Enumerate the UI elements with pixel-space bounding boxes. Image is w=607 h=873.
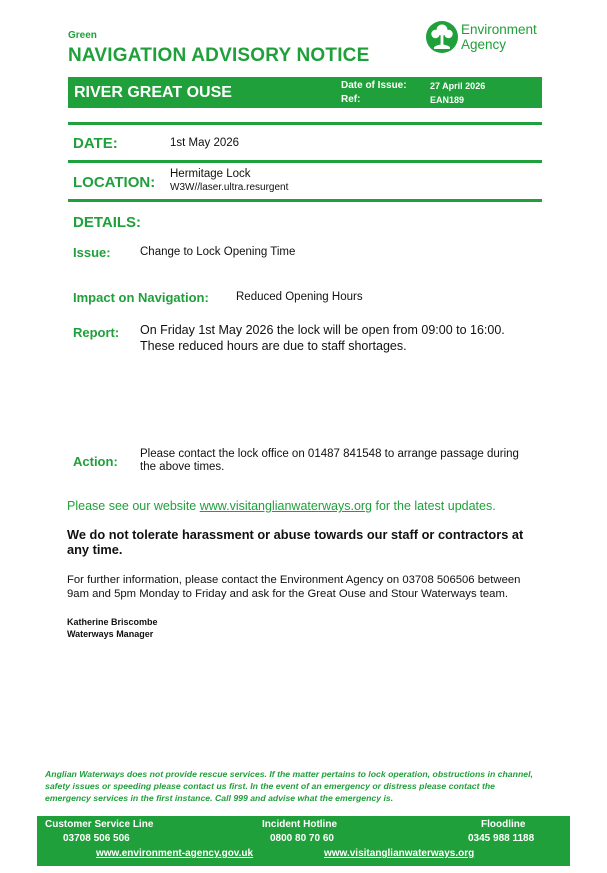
divider xyxy=(68,199,542,202)
disclaimer-line-1: Anglian Waterways does not provide rescue services. If the matter pertains to lock operation, obstructions in channel, xyxy=(45,769,533,779)
further-line-1: For further information, please contact the Environment Agency on 03708 506506 between xyxy=(67,574,521,586)
location-name: Hermitage Lock xyxy=(170,168,251,180)
floodline-label: Floodline xyxy=(481,819,526,830)
disclaimer-line-2: safety issues or speeding please contact us first. In the event of an emergency or distress please contact the xyxy=(45,781,495,791)
impact-value: Reduced Opening Hours xyxy=(236,291,363,303)
ref-value: EAN189 xyxy=(430,95,465,105)
issue-date-value: 27 April 2026 xyxy=(430,81,486,91)
action-line-2: the above times. xyxy=(140,461,225,473)
logo-line-1: Environment xyxy=(461,22,537,37)
further-line-2: 9am and 5pm Monday to Friday and ask for the Great Ouse and Stour Waterways team. xyxy=(67,587,508,600)
incident-hotline-label: Incident Hotline xyxy=(262,819,337,830)
action-label: Action: xyxy=(73,454,118,469)
divider xyxy=(68,122,542,125)
details-heading: DETAILS: xyxy=(73,214,142,231)
floodline-number: 0345 988 1188 xyxy=(468,833,535,844)
ref-label: Ref: xyxy=(341,94,361,105)
signature xyxy=(67,616,158,640)
logo-wordmark xyxy=(461,22,537,52)
customer-service-number: 03708 506 506 xyxy=(63,833,130,844)
harassment-statement xyxy=(67,527,523,557)
website-link[interactable]: www.visitanglianwaterways.org xyxy=(199,499,373,513)
website-prefix: Please see our website xyxy=(67,499,200,513)
issue-date-label: Date of Issue: xyxy=(341,80,407,91)
divider xyxy=(68,160,542,163)
river-name: RIVER GREAT OUSE xyxy=(74,84,232,101)
alert-level: Green xyxy=(68,30,97,41)
harassment-line-1: We do not tolerate harassment or abuse towards our staff or contractors at xyxy=(67,527,524,542)
visit-waterways-link[interactable]: www.visitanglianwaterways.org xyxy=(324,848,475,859)
report-line-2: These reduced hours are due to staff shortages. xyxy=(140,339,407,353)
issue-label: Issue: xyxy=(73,245,111,260)
report-text xyxy=(140,322,505,354)
logo-line-2: Agency xyxy=(461,37,507,52)
action-text xyxy=(140,448,519,474)
location-w3w: W3W//laser.ultra.resurgent xyxy=(170,182,289,193)
rescue-disclaimer xyxy=(45,768,585,804)
environment-agency-link[interactable]: www.environment-agency.gov.uk xyxy=(96,848,254,859)
impact-label: Impact on Navigation: xyxy=(73,290,209,305)
incident-hotline-number: 0800 80 70 60 xyxy=(270,833,334,844)
date-label: DATE: xyxy=(73,135,118,152)
harassment-line-2: any time. xyxy=(67,542,123,557)
location-label: LOCATION: xyxy=(73,174,156,191)
disclaimer-line-3: emergency services in the first instance. Call 999 and advise what the emergency is. xyxy=(45,793,394,803)
report-line-1: On Friday 1st May 2026 the lock will be open from 09:00 to 16:00. xyxy=(140,323,505,337)
website-line xyxy=(67,499,496,513)
tree-logo-icon xyxy=(425,20,459,54)
page-title: NAVIGATION ADVISORY NOTICE xyxy=(68,45,370,66)
date-value: 1st May 2026 xyxy=(170,137,240,149)
issue-value: Change to Lock Opening Time xyxy=(140,246,296,258)
signature-role: Waterways Manager xyxy=(67,629,154,639)
report-label: Report: xyxy=(73,325,120,340)
customer-service-label: Customer Service Line xyxy=(45,819,154,830)
website-suffix: for the latest updates. xyxy=(372,499,496,513)
action-line-1: Please contact the lock office on 01487 841548 to arrange passage during xyxy=(140,448,519,460)
further-info xyxy=(67,574,520,601)
signature-name: Katherine Briscombe xyxy=(67,617,158,627)
